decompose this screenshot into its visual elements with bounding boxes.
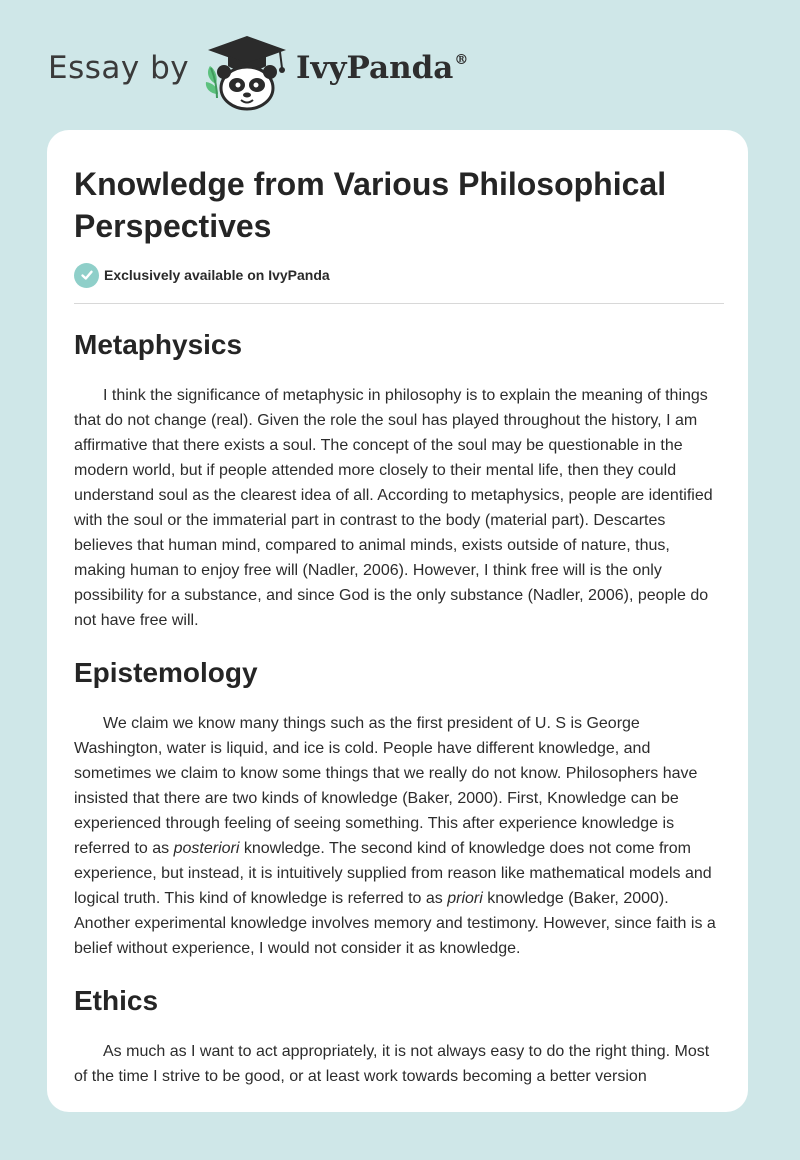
panda-logo-icon[interactable] [202,32,292,112]
registered-mark: ® [454,52,469,68]
brand-text: IvyPanda [296,50,454,86]
epistemology-text-part-3: knowledge (Baker, 2000). Another experimental knowledge involves memory and testimony. However, since faith is a belief without experience, I would not consider it as knowledge. [74,890,716,957]
epistemology-text-part-1: We claim we know many things such as the first president of U. S is George Washington, water is liquid, and ice is cold. People have different knowledge, and sometimes we claim to know some things that we really do not know. Philosophers have insisted that there are two kinds of knowledge (Baker, 2000). First, Knowledge can be experienced through feeling of seeing something. This after experience knowledge is referred to as [74,715,698,857]
essay-body [74,325,724,1089]
term-posteriori: posteriori [173,840,240,857]
section-paragraph-ethics: As much as I want to act appropriately, it is not always easy to do the right thing. Most of the time I strive to be good, or at least work towards becoming a better version [74,1043,710,1085]
section-heading-metaphysics: Metaphysics [74,329,243,360]
essay-card [47,130,748,1112]
check-circle-icon [74,263,99,288]
exclusive-badge [74,262,330,288]
section-paragraph-metaphysics: I think the significance of metaphysic in philosophy is to explain the meaning of things that do not change (real). Given the role the soul has played throughout the history, I am affirmative that there exists a soul. The concept of the soul may be questionable in the modern world, but if people attended more closely to their mental life, then they could understand soul as the clearest idea of all. According to metaphysics, people are identified with the soul or the immaterial part in contrast to the body (material part). Descartes believes that human mind, compared to animal minds, exists outside of nature, thus, making human to enjoy free will (Nadler, 2006). However, I think free will is the only possibility for a substance, and since God is the only substance (Nadler, 2006), people do not have free will. [74,387,713,629]
brand-name[interactable] [296,50,468,86]
section-heading-epistemology: Epistemology [74,657,258,688]
exclusive-label: Exclusively available on IvyPanda [104,267,330,283]
section-heading-ethics: Ethics [74,985,159,1016]
essay-title: Knowledge from Various Philosophical Perspectives [74,166,667,244]
title-divider [74,303,724,304]
epistemology-text-part-2: knowledge. The second kind of knowledge does not come from experience, but instead, it is intuitively supplied from reason like mathematical models and logical truth. This kind of knowledge is referred to as [74,840,712,907]
section-paragraph-epistemology [74,711,724,961]
essay-by-label: Essay by [48,50,190,86]
term-priori: priori [447,890,483,907]
site-header [48,30,648,110]
